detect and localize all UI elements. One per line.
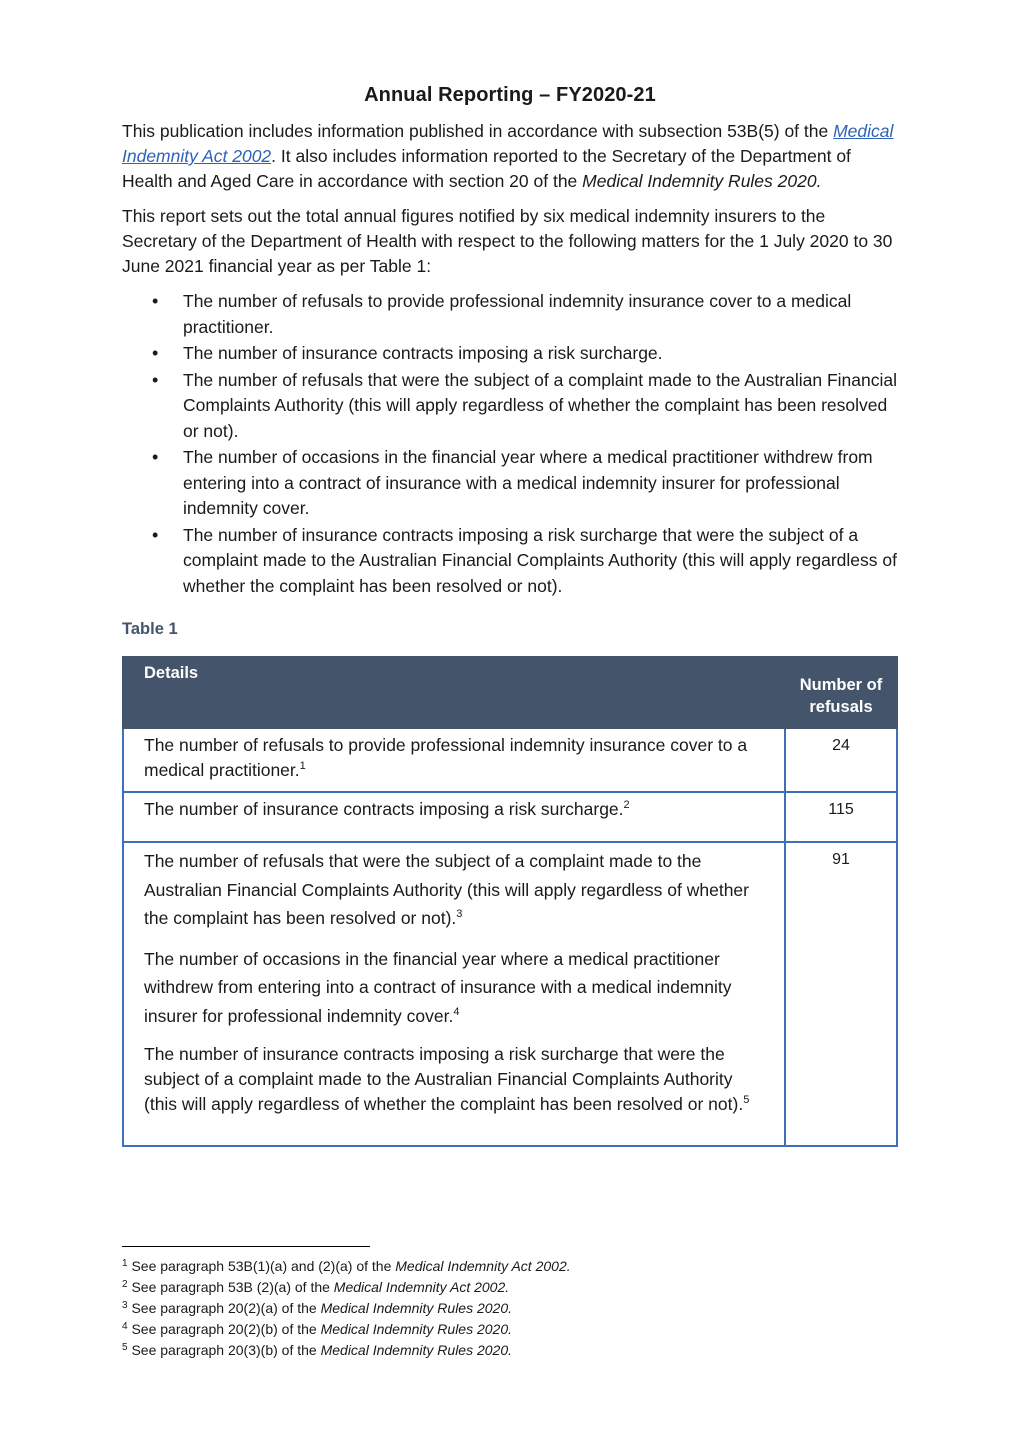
footnote-divider: [122, 1246, 370, 1247]
intro-text-start: This publication includes information published in accordance with subsection 53B(5) of the: [122, 121, 834, 141]
footnote-source-title: Medical Indemnity Rules 2020.: [320, 1321, 513, 1337]
bullet-text: The number of insurance contracts imposing a risk surcharge.: [183, 343, 663, 363]
bullet-item: [122, 368, 898, 445]
refusals-table: [122, 656, 898, 1147]
footnote-reference: 4: [453, 1005, 460, 1018]
table-caption: Table 1: [122, 620, 178, 638]
footnote-text: See paragraph 20(2)(a) of the: [131, 1300, 321, 1316]
bullet-dot: •: [152, 343, 159, 363]
details-cell: [123, 728, 785, 792]
details-paragraph: [144, 733, 764, 783]
footnote-number: 5: [122, 1342, 128, 1353]
bullet-dot: •: [152, 369, 159, 390]
footnote-text: See paragraph 53B (2)(a) of the: [131, 1279, 334, 1295]
table-row: [123, 792, 897, 842]
refusal-count: 24: [785, 728, 897, 792]
footnote-number: 3: [122, 1300, 128, 1311]
footnote-source-title: Medical Indemnity Act 2002.: [333, 1279, 510, 1295]
footnote-reference: 2: [623, 799, 630, 811]
bullet-text: The number of occasions in the financial year where a medical practitioner withdrew from entering into a contract of insurance with a medical indemnity insurer for professional indemnity cover.: [183, 447, 873, 518]
footnote-reference: 1: [299, 760, 306, 772]
bullet-list: [122, 289, 898, 599]
footnote-item: [122, 1256, 882, 1277]
footnote-text: See paragraph 53B(1)(a) and (2)(a) of the: [131, 1258, 396, 1274]
refusal-count: 91: [785, 842, 897, 1146]
table-row: [123, 728, 897, 792]
footnote-item: [122, 1319, 882, 1340]
footnote-source-title: Medical Indemnity Rules 2020.: [320, 1342, 513, 1358]
bullet-item: [122, 523, 898, 600]
bullet-text: The number of refusals that were the subject of a complaint made to the Australian Financial Complaints Authority (this will apply regardless of whether the complaint has been resolved or not).: [183, 369, 897, 441]
details-paragraph: [144, 945, 764, 1031]
details-paragraph: [144, 1042, 764, 1117]
footnote-source-title: Medical Indemnity Rules 2020.: [320, 1300, 513, 1316]
footnote-item: [122, 1340, 882, 1361]
refusal-count: 115: [785, 792, 897, 842]
medical-indemnity-act-link[interactable]: Medical Indemnity Act 2002: [122, 121, 894, 166]
intro-paragraph-2: This report sets out the total annual figures notified by six medical indemnity insurers to the Secretary of the Department of Health with respect to the following matters for the 1 July 2020 to 30 June 2021 financial year as per Table 1:: [122, 206, 893, 276]
bullet-text: The number of refusals to provide professional indemnity insurance cover to a medical practitioner.: [183, 291, 852, 337]
header-details: Details: [123, 657, 785, 728]
bullet-item: [122, 289, 898, 340]
bullet-item: [122, 445, 898, 522]
details-paragraph: [144, 797, 764, 822]
bullet-text: The number of insurance contracts imposing a risk surcharge that were the subject of a complaint made to the Australian Financial Complaints Authority (this will apply regardless of whether the complaint has been resolved or not).: [183, 524, 897, 596]
bullet-dot: •: [152, 447, 159, 467]
details-text: The number of refusals that were the subject of a complaint made to the Australian Financial Complaints Authority (this will apply regardless of whether the complaint has been resolved or not).: [144, 851, 749, 928]
footnote-reference: 5: [743, 1094, 750, 1106]
details-text: The number of occasions in the financial year where a medical practitioner withdrew from entering into a contract of insurance with a medical indemnity insurer for professional indemnity cover.: [144, 948, 732, 1026]
intro-paragraph-1: [122, 119, 898, 194]
page-title: Annual Reporting – FY2020-21: [364, 84, 656, 106]
details-cell: [123, 792, 785, 842]
intro-text-middle: . It also includes information reported to the Secretary of the Department of Health and Aged Care in accordance with section 20 of the: [122, 146, 851, 191]
footnote-number: 4: [122, 1321, 128, 1332]
bullet-dot: •: [152, 291, 159, 311]
details-cell: [123, 842, 785, 1146]
footnote-number: 2: [122, 1279, 128, 1290]
details-text: The number of insurance contracts imposing a risk surcharge that were the subject of a complaint made to the Australian Financial Complaints Authority (this will apply regardless of whether the complaint has been resolved or not).: [144, 1044, 744, 1114]
details-paragraph: [144, 847, 764, 933]
footnote-text: See paragraph 20(2)(b) of the: [131, 1321, 321, 1337]
footnotes: [122, 1256, 882, 1361]
footnote-text: See paragraph 20(3)(b) of the: [131, 1342, 321, 1358]
details-text: The number of refusals to provide professional indemnity insurance cover to a medical practitioner.: [144, 735, 748, 780]
bullet-dot: •: [152, 524, 159, 545]
footnote-item: [122, 1277, 882, 1298]
bullet-item: [122, 341, 898, 367]
footnote-source-title: Medical Indemnity Act 2002.: [395, 1258, 571, 1274]
table-row: [123, 842, 897, 1146]
footnote-number: 1: [122, 1258, 128, 1269]
details-text: The number of insurance contracts imposing a risk surcharge.: [144, 799, 624, 819]
footnote-item: [122, 1298, 882, 1319]
document-page: [122, 84, 898, 1147]
footnote-reference: 3: [456, 908, 463, 920]
table-header-row: [123, 657, 897, 728]
header-number-of-refusals: Number of refusals: [785, 657, 897, 728]
intro-rules-title: Medical Indemnity Rules 2020.: [582, 171, 822, 191]
